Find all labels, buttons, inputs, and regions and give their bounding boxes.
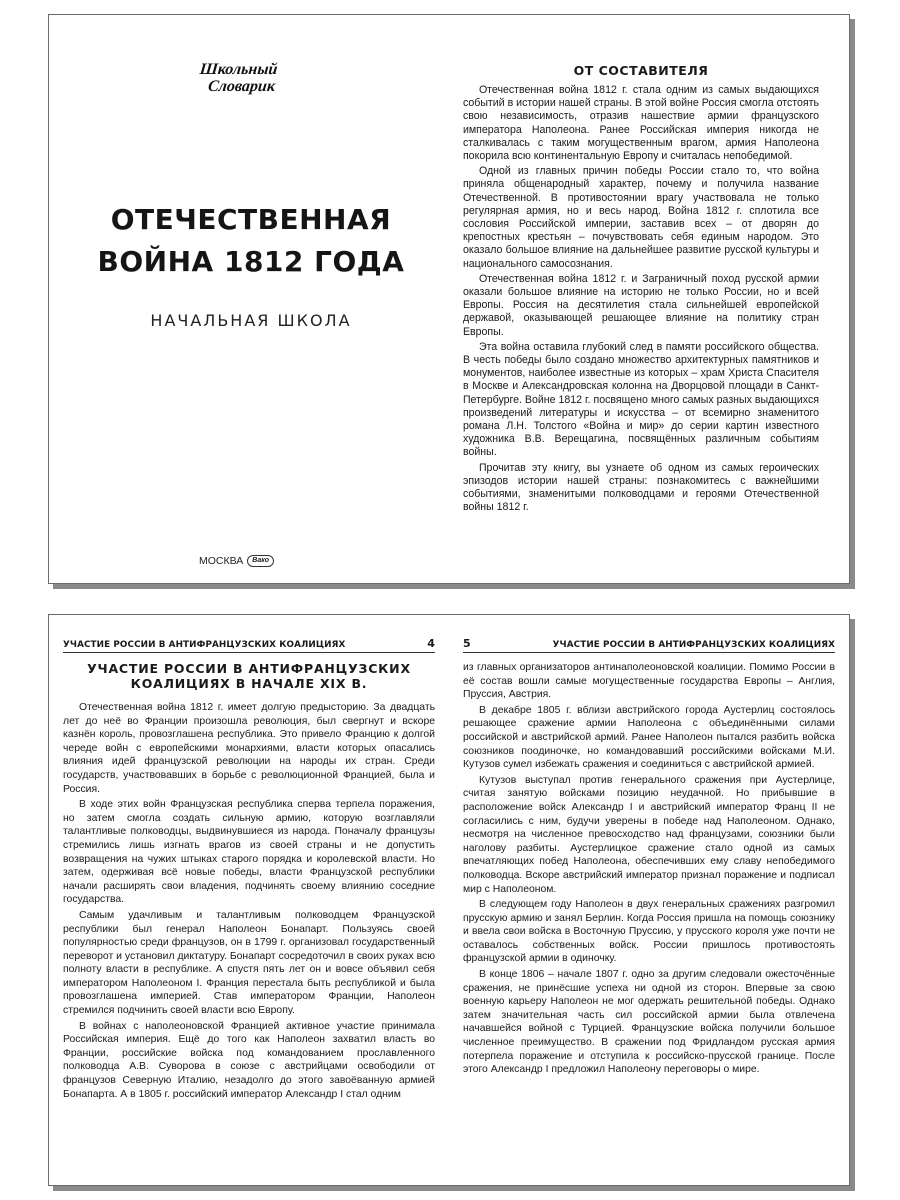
paragraph: Самым удачливым и талантливым полководцем Французской республики был генерал Наполеон Бонапарт. Пользуясь своей популярностью среди французов, он в 1799 г. организовал государственный переворот и установил диктатуру. Бонапарт сосредоточил в своих руках всю полноту власти в республике. А спустя пять лет он и вовсе объявил себя императором Наполеоном I. Франция перестала быть республикой и была провозглашена империей. Став императором Франции, Наполеон стремился подчинить своей власти всю Европу. <box>63 909 435 1017</box>
book-title-line-1: ОТЕЧЕСТВЕННАЯ <box>110 203 392 236</box>
paragraph: В декабре 1805 г. вблизи австрийского города Аустерлиц состоялось решающее сражение армии Наполеона с объединёнными силами российской и австрийской армий. Ранее Наполеон пытался разбить войска союзников поодиночке, но командовавший российскими войсками М.И. Кутузов сумел избежать сражения и соединиться с австрийской армией. <box>463 704 835 771</box>
page-4-text <box>63 701 435 1101</box>
paragraph: Отечественная война 1812 г. стала одним из самых выдающихся событий в истории нашей страны. В этой войне Россия смогла отстоять свою независимость, отразив нашествие армии французского императора Наполеона. Ранее Российская империя никогда не сталкивалась с таким могущественным врагом, армия Наполеона покорила всю континентальную Европу и считалась непобедимой. <box>462 84 819 163</box>
paragraph: Прочитав эту книгу, вы узнаете об одном из самых героических эпизодов истории нашей страны: познакомитесь с важнейшими событиями, знаменитыми полководцами и героями Отечественной войны 1812 г. <box>462 461 819 514</box>
preface-text <box>463 84 819 515</box>
paragraph: Отечественная война 1812 г. имеет долгую предысторию. За двадцать лет до неё во Франции произошла революция, был свергнут и вскоре казнён король, провозглашена республика. Это привело Францию к долгой череде войн с европейскими монархиями, власти которых опасались влияния идей французской революции на народы их стран. Среди государств, участвовавших в борьбе с революционной Францией, была и Россия. <box>63 702 435 795</box>
paragraph: Отечественная война 1812 г. и Заграничный поход русской армии оказали большое влияние на историю не только России, но и всей Европы. Россия на десятилетия стала сильнейшей европейской державой, оказывающей решающее влияние на политику стран Европы. <box>462 272 819 338</box>
paragraph: Эта война оставила глубокий след в памяти российского общества. В честь победы было создано множество архитектурных памятников и монументов, наиболее известные из которых – храм Христа Спасителя в Москве и Александровская колонна на Дворцовой площади в Санкт-Петербурге. Войне 1812 г. посвящено много самых разных выдающихся произведений литературы и искусства – от всемирно знаменитого романа Л.Н. Толстого «Война и мир» до серии картин известного художника В.В. Верещагина, посвящённых различным событиям войны. <box>462 340 819 459</box>
book-title <box>49 199 453 283</box>
page-4 <box>49 615 449 1185</box>
chapter-title-line-1: УЧАСТИЕ РОССИИ В АНТИФРАНЦУЗСКИХ <box>87 661 411 676</box>
running-head-right <box>463 637 835 653</box>
paragraph: Одной из главных причин победы России стало то, что война приняла общенародный характер, почему и получила название Отечественной. В противостоянии врагу участвовала не только регулярная армия, но и весь народ. Война 1812 г. сплотила все сословия Российской империи, заставив всех – от дворян до крепостных крестьян – почувствовать себя единым народом. Это оказало большое влияние на дальнейшее развитие русской культуры и национального самосознания. <box>462 165 819 270</box>
page-number: 4 <box>427 637 435 650</box>
running-head-title: УЧАСТИЕ РОССИИ В АНТИФРАНЦУЗСКИХ КОАЛИЦИЯХ <box>63 640 346 650</box>
publisher-logo: Вако <box>247 555 274 567</box>
running-head-title: УЧАСТИЕ РОССИИ В АНТИФРАНЦУЗСКИХ КОАЛИЦИЯХ <box>552 640 835 650</box>
imprint <box>199 555 274 567</box>
running-head-left <box>63 637 435 653</box>
page-number: 5 <box>463 637 471 650</box>
paragraph: В следующем году Наполеон в двух генеральных сражениях разгромил прусскую армию и занял Берлин. Когда Россия пришла на помощь союзнику и ввела свои войска в Восточную Пруссию, у прусского короля уже почти не оставалось собственных войск. России пришлось противостоять французской армии в одиночку. <box>463 899 835 965</box>
series-logo <box>197 61 301 95</box>
imprint-city: МОСКВА <box>199 555 244 567</box>
page-5 <box>449 615 849 1185</box>
preface-page <box>453 15 849 583</box>
page-5-text <box>463 661 835 1077</box>
logo-line-1: Школьный <box>199 61 279 78</box>
chapter-title <box>63 661 435 691</box>
paragraph: В войнах с наполеоновской Францией активное участие принимала Российская империя. Ещё до того как Наполеон захватил власть во Франции, российские войска под командованием прославленного полководца А.В. Суворова в союзе с австрийцами освободили от французов Северную Италию, незадолго до этого завоёванную армией Бонапарта. А в 1805 г. российский император Александр I стал одним <box>63 1020 435 1100</box>
chapter-title-line-2: КОАЛИЦИЯХ В НАЧАЛЕ XIX В. <box>130 676 368 691</box>
paragraph: Кутузов выступал против генерального сражения при Аустерлице, считая занятую войсками позицию неудачной. Но прибывшие в расположение войск Александр I и австрийский император Франц II не согласились с ним, будучи уверены в победе над Наполеоном. Однако, несмотря на численное превосходство над французами, союзники были наголову разбиты. Аустерлицкое сражение стало одной из самых впечатляющих побед Наполеона, обеспечивших ему славу непобедимого полководца. Вскоре австрийский император признал поражение и подписал мир с Наполеоном. <box>463 774 835 895</box>
paragraph: В конце 1806 – начале 1807 г. одно за другим следовали ожесточённые сражения, не принёсшие успеха ни одной из сторон. Впервые за свою военную карьеру Наполеон не мог одержать решительной победы. Однако затем значительная часть сил российской армии была отвлечена начавшейся войной с Турцией. Французские войска получили большое численное преимущество. В сражении под Фридландом русская армия потерпела поражение и отступила к российско-прусской границе. После этого Александр I предложил Наполеону переговоры о мире. <box>463 969 835 1076</box>
book-spread-bottom <box>48 614 850 1186</box>
book-subtitle: НАЧАЛЬНАЯ ШКОЛА <box>150 311 352 330</box>
book-title-line-2: ВОЙНА 1812 ГОДА <box>97 245 405 278</box>
book-spread-top <box>48 14 850 584</box>
paragraph: из главных организаторов антинаполеоновской коалиции. Помимо России в её состав вошли самые могущественные государства Европы – Англия, Пруссия, Австрия. <box>463 662 835 701</box>
paragraph: В ходе этих войн Французская республика сперва терпела поражения, но затем смогла создать сильную армию, которую возглавляли талантливые полководцы, выдвинувшиеся из народа. Поначалу французы стремились лишь изгнать врагов из своей страны и не допустить возвращения на чужих штыках старого порядка и королевской власти. Но затем, одерживая всё новые победы, власти Французской республики начали расширять свои владения, подчинять своему влиянию соседние государства. <box>63 799 435 906</box>
logo-line-2: Словарик <box>207 78 276 95</box>
title-page <box>49 15 453 583</box>
preface-heading: ОТ СОСТАВИТЕЛЯ <box>573 63 709 78</box>
